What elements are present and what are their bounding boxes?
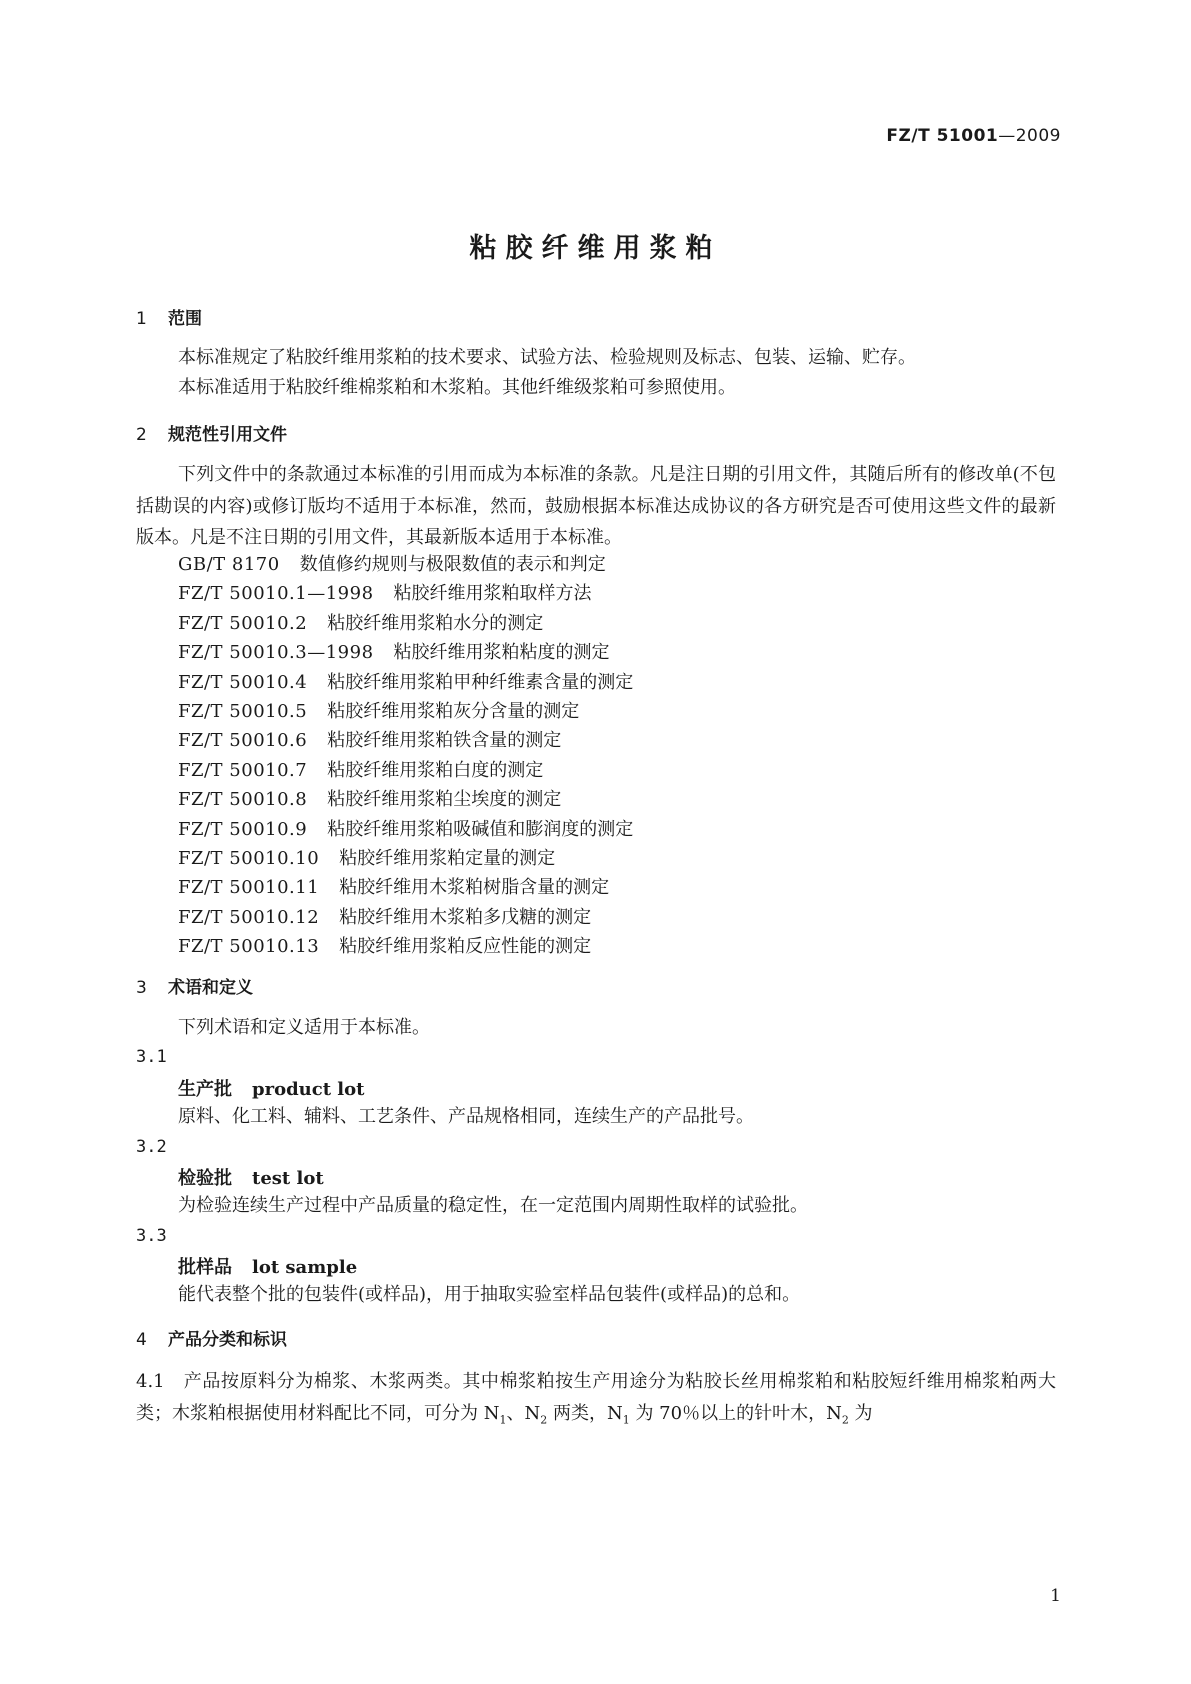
- reference-code: FZ/T 50010.3—1998: [178, 642, 374, 664]
- reference-code: FZ/T 50010.7: [178, 759, 308, 781]
- reference-title: 数值修约规则与极限数值的表示和判定: [299, 554, 606, 575]
- reference-item: [178, 756, 543, 782]
- clause-text: 为: [848, 1402, 873, 1424]
- reference-item: [178, 932, 591, 958]
- term-zh: 批样品: [178, 1257, 232, 1278]
- clause-text: 、N: [506, 1402, 541, 1424]
- term-zh: 生产批: [178, 1079, 232, 1100]
- section-2-intro: 下列文件中的条款通过本标准的引用而成为本标准的条款。凡是注日期的引用文件，其随后所有的修改单(不包括勘误的内容)或修订版均不适用于本标准，然而，鼓励根据本标准达成协议的各方研究是否可使用这些文件的最新版本。凡是不注日期的引用文件，其最新版本适用于本标准。: [136, 464, 1056, 548]
- clause-text: 为 70％以上的针叶木，N: [629, 1402, 842, 1424]
- reference-code: FZ/T 50010.11: [178, 877, 320, 899]
- reference-item: [178, 903, 591, 929]
- section-3-heading: [136, 973, 253, 998]
- reference-title: 粘胶纤维用浆粕白度的测定: [327, 759, 544, 781]
- reference-code: FZ/T 50010.9: [178, 818, 308, 840]
- reference-item: [178, 844, 555, 870]
- document-title: 粘胶纤维用浆粕: [469, 233, 722, 264]
- term-name: [178, 1253, 357, 1279]
- reference-code: GB/T 8170: [178, 554, 280, 575]
- reference-title: 粘胶纤维用浆粕反应性能的测定: [339, 936, 592, 958]
- reference-title: 粘胶纤维用浆粕灰分含量的测定: [327, 701, 580, 722]
- reference-code: FZ/T 50010.6: [178, 730, 308, 752]
- term-name: [178, 1164, 324, 1190]
- clause-text: 产品按原料分为棉浆、木浆两类。其中棉浆粕按生产用途分为粘胶长丝用棉浆粕和粘胶短纤维用棉浆粕两大类；木浆粕根据使用材料配比不同，可分为 N: [136, 1371, 1056, 1424]
- term-number: 3.3: [136, 1226, 167, 1246]
- subscript: 1: [622, 1413, 630, 1427]
- standard-number: [886, 126, 1061, 146]
- reference-item: [178, 726, 561, 752]
- term-definition: 原料、化工料、辅料、工艺条件、产品规格相同，连续生产的产品批号。: [178, 1106, 754, 1127]
- term-en: test lot: [252, 1168, 324, 1189]
- clause-text: 两类，N: [547, 1402, 623, 1424]
- section-4-1-paragraph: [136, 1366, 1056, 1436]
- reference-item: [178, 668, 633, 694]
- reference-code: FZ/T 50010.12: [178, 906, 320, 928]
- reference-title: 粘胶纤维用浆粕尘埃度的测定: [327, 789, 562, 811]
- term-number: 3.1: [136, 1047, 167, 1067]
- clause-number: 4.1: [136, 1371, 165, 1392]
- section-title: 产品分类和标识: [168, 1330, 287, 1350]
- section-title: 规范性引用文件: [168, 425, 287, 445]
- section-number: 4: [136, 1330, 147, 1350]
- section-1-heading: [136, 304, 202, 329]
- term-zh: 检验批: [178, 1168, 232, 1189]
- section-number: 2: [136, 425, 147, 445]
- term-definition: 为检验连续生产过程中产品质量的稳定性，在一定范围内周期性取样的试验批。: [178, 1195, 808, 1216]
- subscript: 2: [841, 1413, 849, 1427]
- reference-title: 粘胶纤维用木浆粕树脂含量的测定: [339, 877, 610, 899]
- term-en: lot sample: [252, 1257, 358, 1278]
- section-1-paragraph-2: 本标准适用于粘胶纤维棉浆粕和木浆粕。其他纤维级浆粕可参照使用。: [178, 377, 736, 398]
- reference-title: 粘胶纤维用浆粕粘度的测定: [393, 642, 610, 664]
- section-number: 3: [136, 978, 147, 998]
- reference-item: [178, 785, 561, 811]
- reference-item: [178, 697, 579, 723]
- term-en: product lot: [252, 1079, 365, 1100]
- subscript: 2: [540, 1413, 548, 1427]
- reference-title: 粘胶纤维用浆粕甲种纤维素含量的测定: [327, 671, 634, 693]
- term-definition: 能代表整个批的包装件(或样品)，用于抽取实验室样品包装件(或样品)的总和。: [178, 1284, 801, 1305]
- reference-title: 粘胶纤维用浆粕定量的测定: [339, 848, 556, 869]
- standard-year: —2009: [998, 126, 1061, 146]
- section-4-heading: [136, 1325, 287, 1350]
- subscript: 1: [499, 1413, 507, 1427]
- reference-code: FZ/T 50010.8: [178, 789, 308, 811]
- reference-code: FZ/T 50010.13: [178, 936, 320, 958]
- section-number: 1: [136, 309, 147, 329]
- reference-title: 粘胶纤维用浆粕水分的测定: [327, 612, 544, 634]
- reference-item: [178, 550, 606, 576]
- reference-item: [178, 609, 543, 635]
- reference-title: 粘胶纤维用木浆粕多戊糖的测定: [339, 906, 592, 928]
- reference-code: FZ/T 50010.5: [178, 701, 308, 722]
- reference-code: FZ/T 50010.4: [178, 671, 308, 693]
- reference-title: 粘胶纤维用浆粕吸碱值和膨润度的测定: [327, 818, 634, 840]
- reference-title: 粘胶纤维用浆粕铁含量的测定: [327, 730, 562, 752]
- reference-code: FZ/T 50010.1—1998: [178, 583, 374, 605]
- reference-item: [178, 579, 592, 605]
- reference-item: [178, 873, 609, 899]
- section-1-paragraph-1: 本标准规定了粘胶纤维用浆粕的技术要求、试验方法、检验规则及标志、包装、运输、贮存。: [178, 347, 916, 368]
- term-number: 3.2: [136, 1137, 167, 1157]
- term-name: [178, 1075, 364, 1101]
- page-number: 1: [1050, 1586, 1061, 1606]
- reference-item: [178, 815, 633, 841]
- reference-title: 粘胶纤维用浆粕取样方法: [393, 583, 592, 605]
- reference-item: [178, 638, 610, 664]
- section-title: 术语和定义: [168, 978, 253, 998]
- reference-code: FZ/T 50010.10: [178, 848, 320, 869]
- section-3-intro: 下列术语和定义适用于本标准。: [178, 1017, 430, 1038]
- section-2-heading: [136, 420, 287, 445]
- standard-code: FZ/T 51001: [886, 126, 999, 146]
- reference-code: FZ/T 50010.2: [178, 612, 308, 634]
- section-title: 范围: [168, 309, 202, 329]
